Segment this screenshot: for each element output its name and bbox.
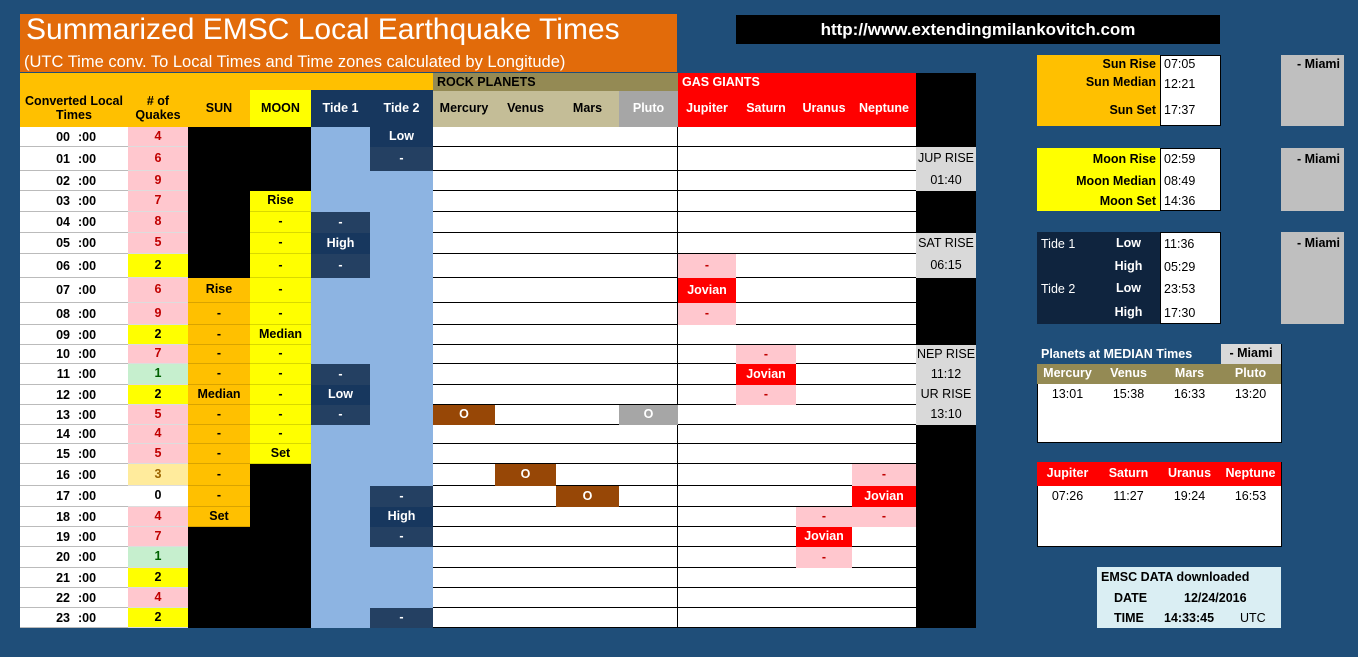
planet-row-line (433, 384, 916, 385)
moon-cell: - (250, 278, 311, 303)
quake-count: 7 (128, 527, 188, 547)
mercury-mark: O (433, 405, 495, 425)
tide1-cell: - (311, 212, 370, 233)
sat-rise-time: 06:15 (916, 254, 976, 278)
time-minutes: :00 (74, 127, 128, 147)
header-tide2: Tide 2 (370, 90, 433, 127)
quake-count: 2 (128, 608, 188, 628)
header-orange-top (20, 73, 433, 90)
emsc-time-label: TIME (1114, 611, 1144, 625)
tide1-low-label: Low (1116, 236, 1141, 251)
sun-location: - Miami (1281, 55, 1344, 126)
moon-cell: - (250, 303, 311, 325)
planet-row-line (433, 146, 916, 147)
time-minutes: :00 (74, 464, 128, 486)
sun-cell: - (188, 486, 250, 507)
time-hour: 21 (20, 568, 74, 588)
header-venus: Venus (495, 91, 556, 127)
sun-rise-label: Sun Rise (1102, 57, 1156, 71)
tide1-high-label: High (1114, 259, 1143, 274)
planet-row-line (433, 344, 916, 345)
emsc-time: 14:33:45 (1164, 611, 1215, 625)
emsc-tz: UTC (1240, 611, 1266, 625)
header-saturn: Saturn (736, 91, 796, 127)
sun-cell: Set (188, 507, 250, 527)
median-rock-name: Pluto (1220, 364, 1281, 384)
uranus-jovian: Jovian (796, 527, 852, 547)
tide1-cell: - (311, 254, 370, 278)
sun-cell: - (188, 464, 250, 486)
tide-location: - Miami (1281, 232, 1344, 324)
median-rock-time: 13:20 (1234, 387, 1267, 402)
sun-cell: - (188, 425, 250, 444)
median-gas-time: 19:24 (1173, 489, 1206, 504)
time-minutes: :00 (74, 191, 128, 212)
tide2-cell: - (370, 147, 433, 171)
time-minutes: :00 (74, 608, 128, 628)
time-hour: 17 (20, 486, 74, 507)
emsc-date-label: DATE (1114, 591, 1148, 605)
moon-cell: - (250, 254, 311, 278)
sun-set-time: 17:37 (1164, 103, 1196, 117)
jupiter-jovian: Jovian (678, 278, 736, 303)
tide2-low-time: 23:53 (1164, 282, 1196, 296)
uranus-pre: - (796, 507, 852, 527)
moon-cell: Median (250, 325, 311, 345)
median-rock-time: 16:33 (1173, 387, 1206, 402)
quake-count: 6 (128, 147, 188, 171)
neptune-pre: - (852, 464, 916, 486)
time-minutes: :00 (74, 278, 128, 303)
quake-count: 5 (128, 444, 188, 464)
median-gas-name: Saturn (1098, 462, 1159, 486)
time-hour: 13 (20, 405, 74, 425)
time-hour: 03 (20, 191, 74, 212)
time-minutes: :00 (74, 345, 128, 364)
time-hour: 04 (20, 212, 74, 233)
moon-cell: - (250, 405, 311, 425)
moon-cell: - (250, 212, 311, 233)
jup-rise-label: JUP RISE (916, 147, 976, 171)
sun-median-label: Sun Median (1085, 75, 1156, 89)
time-minutes: :00 (74, 588, 128, 608)
header-pluto: Pluto (619, 91, 678, 127)
sun-cell: Rise (188, 278, 250, 303)
median-gas-time: 11:27 (1113, 489, 1144, 504)
time-hour: 19 (20, 527, 74, 547)
tide1-cell: - (311, 405, 370, 425)
header-rock-planets: ROCK PLANETS (433, 73, 678, 91)
moon-cell: - (250, 233, 311, 254)
jupiter-pre: - (678, 254, 736, 278)
header-mars: Mars (556, 91, 619, 127)
tide2-col-bg (370, 127, 433, 628)
tide2-cell: High (370, 507, 433, 527)
time-hour: 18 (20, 507, 74, 527)
moon-cell: - (250, 385, 311, 405)
tide2-label: Tide 2 (1041, 282, 1076, 296)
median-rock-name: Venus (1098, 364, 1159, 384)
median-gas-time: 16:53 (1234, 489, 1267, 504)
moon-cell: Set (250, 444, 311, 464)
saturn-post: - (736, 385, 796, 405)
tide2-low-label: Low (1116, 281, 1141, 296)
jup-rise-time: 01:40 (916, 171, 976, 191)
quake-count: 4 (128, 425, 188, 444)
planet-row-line (433, 324, 916, 325)
time-minutes: :00 (74, 486, 128, 507)
time-hour: 08 (20, 303, 74, 325)
planet-row-line (433, 363, 916, 364)
emsc-date: 12/24/2016 (1184, 591, 1247, 605)
time-hour: 16 (20, 464, 74, 486)
median-gas-name: Jupiter (1037, 462, 1098, 486)
header-tide1: Tide 1 (311, 90, 370, 127)
quake-count: 4 (128, 507, 188, 527)
tide1-low-time: 11:36 (1164, 237, 1195, 251)
median-rock-time: 13:01 (1051, 387, 1084, 402)
tide1-high-time: 05:29 (1164, 260, 1196, 274)
saturn-jovian: Jovian (736, 364, 796, 385)
nep-rise-label: NEP RISE (916, 345, 976, 364)
time-minutes: :00 (74, 303, 128, 325)
quake-count: 5 (128, 405, 188, 425)
median-title: Planets at MEDIAN Times (1037, 344, 1221, 364)
planet-row-line (433, 607, 916, 608)
moon-set-time: 14:36 (1164, 194, 1196, 208)
quake-count: 9 (128, 303, 188, 325)
quake-count: 0 (128, 486, 188, 507)
page-title: Summarized EMSC Local Earthquake Times (26, 13, 620, 46)
tide1-label: Tide 1 (1041, 237, 1076, 251)
moon-rise-time: 02:59 (1164, 151, 1196, 166)
planet-row-line (433, 211, 916, 212)
tide1-cell: - (311, 364, 370, 385)
tide2-high-time: 17:30 (1164, 306, 1196, 320)
sun-cell: - (188, 405, 250, 425)
header-moon: MOON (250, 90, 311, 127)
planet-row-line (433, 170, 916, 171)
tide2-cell: - (370, 608, 433, 628)
nep-rise-time: 11:12 (916, 364, 976, 385)
time-hour: 10 (20, 345, 74, 364)
tide1-cell: High (311, 233, 370, 254)
time-hour: 02 (20, 171, 74, 191)
quake-count: 3 (128, 464, 188, 486)
moon-cell: - (250, 345, 311, 364)
header-converted-times: Converted Local Times (20, 90, 128, 127)
tide1-cell: Low (311, 385, 370, 405)
time-minutes: :00 (74, 405, 128, 425)
sun-cell: - (188, 345, 250, 364)
time-minutes: :00 (74, 568, 128, 588)
quake-count: 4 (128, 588, 188, 608)
header-rise-col (916, 73, 976, 127)
time-hour: 06 (20, 254, 74, 278)
pluto-mark: O (619, 405, 678, 425)
rock-gas-divider (677, 127, 678, 628)
moon-cell: - (250, 425, 311, 444)
quake-count: 7 (128, 345, 188, 364)
time-minutes: :00 (74, 385, 128, 405)
mars-mark: O (556, 486, 619, 507)
header-jupiter: Jupiter (678, 91, 736, 127)
quake-count: 6 (128, 278, 188, 303)
header-neptune: Neptune (852, 91, 916, 127)
planet-row-line (433, 302, 916, 303)
sun-cell: - (188, 325, 250, 345)
time-minutes: :00 (74, 254, 128, 278)
sat-rise-label: SAT RISE (916, 233, 976, 254)
header-gas-giants: GAS GIANTS (678, 73, 916, 91)
page-subtitle: (UTC Time conv. To Local Times and Time zones calculated by Longitude) (24, 53, 566, 71)
time-minutes: :00 (74, 444, 128, 464)
time-minutes: :00 (74, 364, 128, 385)
quake-count: 1 (128, 364, 188, 385)
quake-count: 2 (128, 254, 188, 278)
time-hour: 12 (20, 385, 74, 405)
time-hour: 01 (20, 147, 74, 171)
quake-count: 2 (128, 568, 188, 588)
tide2-high-label: High (1114, 305, 1143, 320)
time-minutes: :00 (74, 547, 128, 568)
moon-cell: Rise (250, 191, 311, 212)
planet-row-line (433, 253, 916, 254)
time-minutes: :00 (74, 425, 128, 444)
planet-row-line (433, 232, 916, 233)
quake-count: 5 (128, 233, 188, 254)
moon-rise-label: Moon Rise (1092, 151, 1156, 166)
header-mercury: Mercury (433, 91, 495, 127)
time-hour: 23 (20, 608, 74, 628)
median-gas-time: 07:26 (1051, 489, 1084, 504)
neptune-post: - (852, 507, 916, 527)
time-minutes: :00 (74, 507, 128, 527)
time-minutes: :00 (74, 527, 128, 547)
time-hour: 00 (20, 127, 74, 147)
emsc-title: EMSC DATA downloaded (1101, 570, 1250, 584)
time-hour: 20 (20, 547, 74, 568)
median-gas-name: Neptune (1220, 462, 1281, 486)
median-gas-name: Uranus (1159, 462, 1220, 486)
quake-count: 4 (128, 127, 188, 147)
planet-row-line (433, 627, 916, 628)
header-quakes: # of Quakes (128, 90, 188, 127)
quake-count: 8 (128, 212, 188, 233)
moon-cell: - (250, 364, 311, 385)
quake-count: 1 (128, 547, 188, 568)
time-minutes: :00 (74, 325, 128, 345)
tide2-cell: - (370, 486, 433, 507)
website-link[interactable]: http://www.extendingmilankovitch.com (736, 15, 1220, 44)
ur-rise-label: UR RISE (916, 385, 976, 405)
time-minutes: :00 (74, 147, 128, 171)
saturn-pre: - (736, 345, 796, 364)
time-hour: 09 (20, 325, 74, 345)
quake-count: 2 (128, 385, 188, 405)
sun-median-time: 12:21 (1164, 77, 1196, 91)
sun-cell: - (188, 303, 250, 325)
median-location: - Miami (1221, 344, 1281, 364)
quake-count: 2 (128, 325, 188, 345)
time-hour: 14 (20, 425, 74, 444)
uranus-post: - (796, 547, 852, 568)
quake-count: 9 (128, 171, 188, 191)
header-sun: SUN (188, 90, 250, 127)
sun-cell: - (188, 364, 250, 385)
planet-row-line (433, 587, 916, 588)
header-uranus: Uranus (796, 91, 852, 127)
venus-mark: O (495, 464, 556, 486)
moon-median-time: 08:49 (1164, 174, 1196, 188)
time-hour: 07 (20, 278, 74, 303)
sun-rise-time: 07:05 (1164, 57, 1196, 71)
planet-row-line (433, 277, 916, 278)
median-rock-name: Mars (1159, 364, 1220, 384)
sun-cell: - (188, 444, 250, 464)
moon-set-label: Moon Set (1099, 194, 1156, 208)
median-rock-name: Mercury (1037, 364, 1098, 384)
neptune-jovian: Jovian (852, 486, 916, 507)
tide2-cell: - (370, 527, 433, 547)
ur-rise-time: 13:10 (916, 405, 976, 425)
moon-location: - Miami (1281, 148, 1344, 211)
time-hour: 05 (20, 233, 74, 254)
sun-set-label: Sun Set (1109, 103, 1156, 117)
tide2-cell: Low (370, 127, 433, 147)
planet-row-line (433, 190, 916, 191)
quake-count: 7 (128, 191, 188, 212)
moon-median-label: Moon Median (1076, 174, 1156, 188)
time-hour: 15 (20, 444, 74, 464)
planet-row-line (433, 443, 916, 444)
sun-cell: Median (188, 385, 250, 405)
jupiter-post: - (678, 303, 736, 325)
time-minutes: :00 (74, 212, 128, 233)
time-minutes: :00 (74, 233, 128, 254)
median-rock-time: 15:38 (1112, 387, 1145, 402)
time-hour: 22 (20, 588, 74, 608)
time-hour: 11 (20, 364, 74, 385)
time-minutes: :00 (74, 171, 128, 191)
